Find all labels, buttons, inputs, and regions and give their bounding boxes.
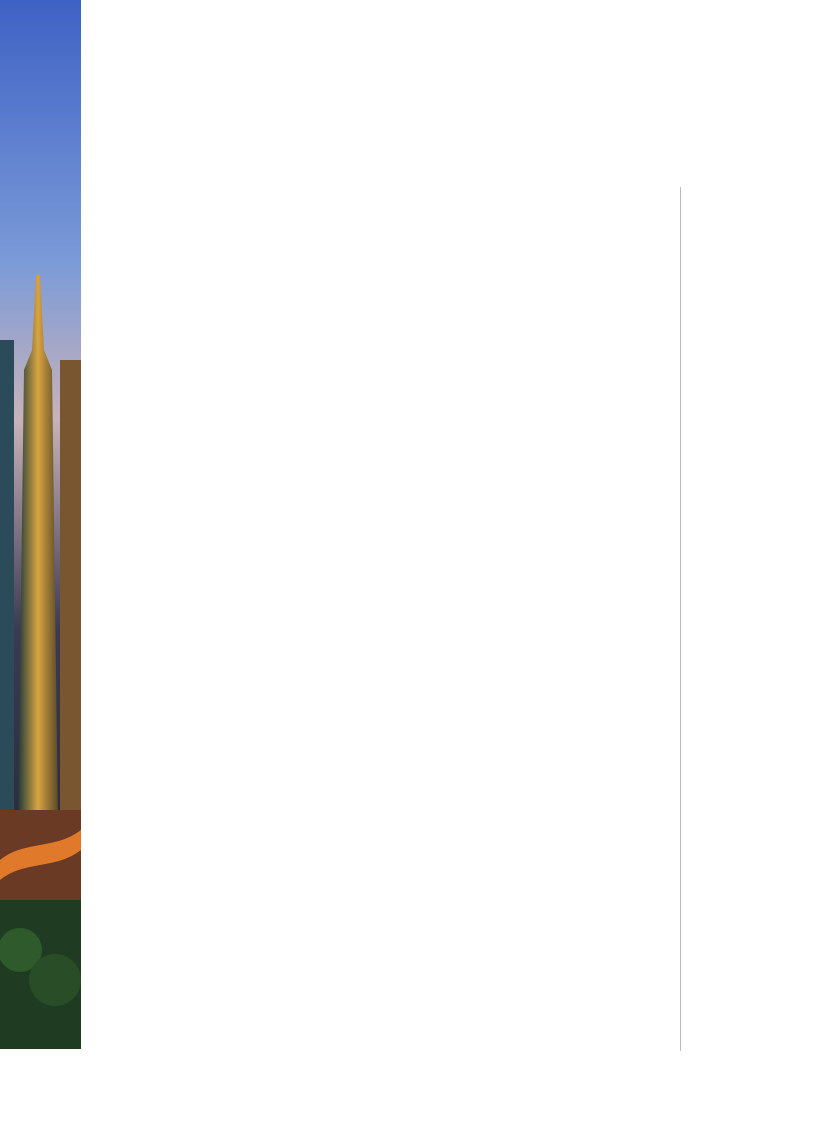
total-column-divider [680, 187, 681, 1051]
